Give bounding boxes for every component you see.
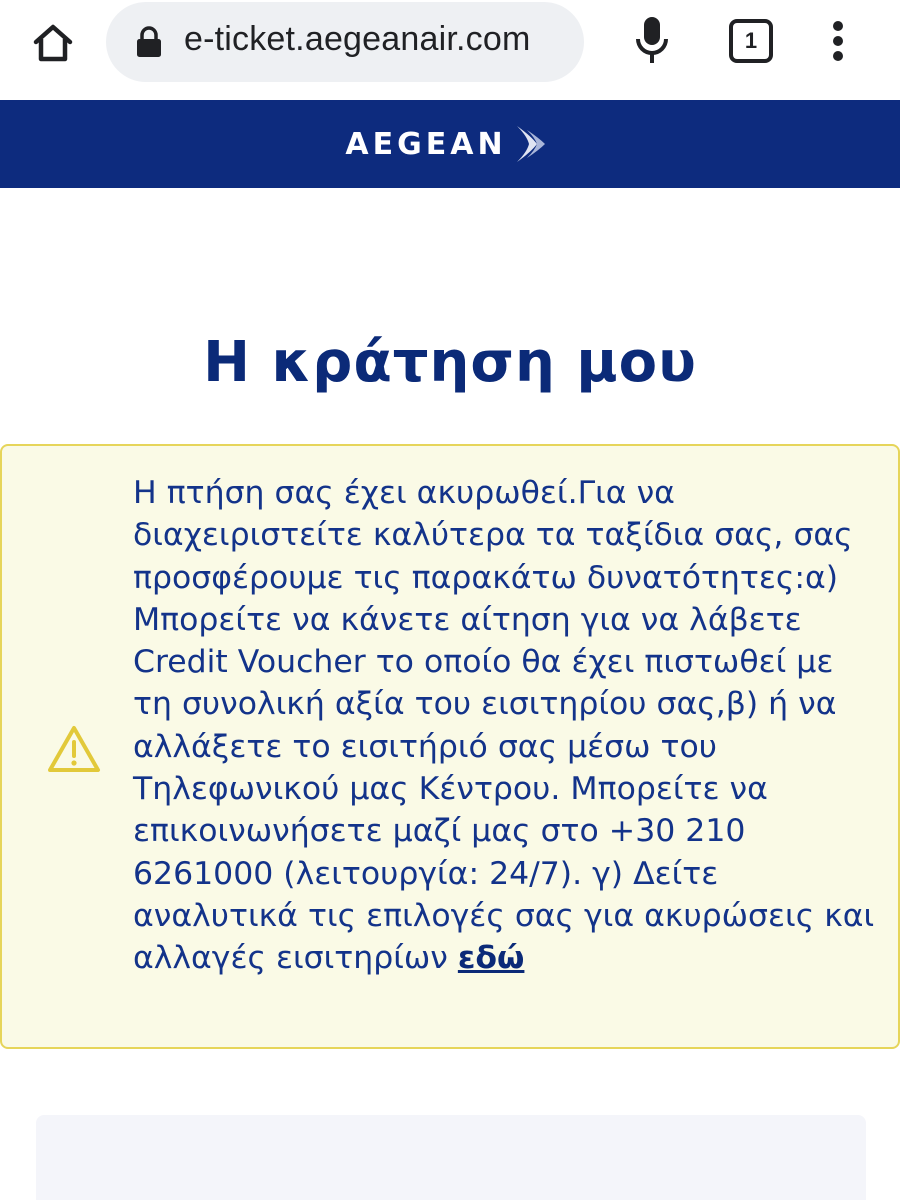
cancellation-alert — [0, 444, 900, 1049]
lock-icon — [136, 26, 162, 58]
address-bar[interactable] — [106, 2, 584, 82]
warning-triangle-icon — [46, 724, 102, 774]
booking-details-card — [36, 1115, 866, 1200]
tab-switcher-button[interactable] — [729, 19, 773, 63]
alert-message — [133, 472, 878, 980]
logo-arrow-icon — [511, 122, 555, 166]
logo-text: AEGEAN — [345, 126, 507, 162]
more-menu-icon[interactable] — [818, 16, 858, 66]
microphone-icon[interactable] — [630, 14, 674, 68]
alert-details-link[interactable]: εδώ — [457, 940, 525, 977]
tab-count: 1 — [744, 28, 758, 53]
site-header — [0, 100, 900, 188]
page-title: Η κράτηση μου — [203, 330, 697, 395]
browser-toolbar — [0, 0, 900, 100]
url-text: e-ticket.aegeanair.com — [184, 20, 531, 58]
aegean-logo[interactable] — [345, 122, 554, 166]
alert-message-text: Η πτήση σας έχει ακυρωθεί.Για να διαχειριστείτε καλύτερα τα ταξίδια σας, σας προσφέρουμε τις παρακάτω δυνατότητες:α) Μπορείτε να κάνετε αίτηση για να λάβετε Credit Voucher το οποίο θα έχει πιστωθεί με τη συνολική αξία του εισιτηρίου σας,β) ή να αλλάξετε το εισιτήριό σας μέσω του Τηλεφωνικού μας Κέντρου. Μπορείτε να επικοινωνήσετε μαζί μας στο +30 210 6261000 (λειτουργία: 24/7). γ) Δείτε αναλυτικά τις επιλογές σας για ακυρώσεις και αλλαγές εισιτηρίων — [133, 475, 875, 977]
home-icon[interactable] — [28, 18, 78, 68]
